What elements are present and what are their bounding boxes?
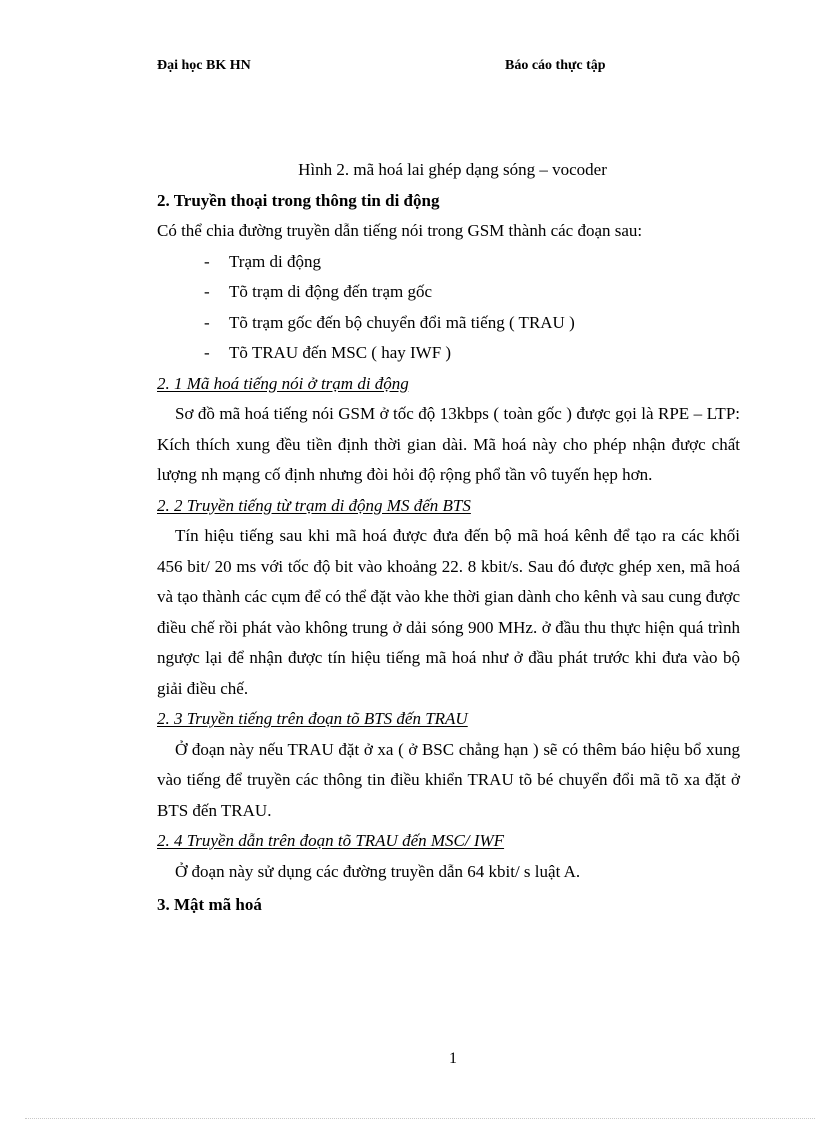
section-2-heading: 2. Truyền thoại trong thông tin di động bbox=[157, 190, 440, 210]
list-item bbox=[157, 308, 740, 339]
list-item bbox=[157, 338, 740, 369]
section-3-heading: 3. Mật mã hoá bbox=[157, 895, 262, 914]
header-university: Đại học BK HN bbox=[157, 58, 251, 73]
list-item-text: Tõ trạm gốc đến bộ chuyển đổi mã tiếng ( TRAU ) bbox=[229, 312, 575, 332]
segment-list bbox=[157, 247, 740, 369]
subsection-2-1-title: 2. 1 Mã hoá tiếng nói ở trạm di động bbox=[157, 373, 409, 393]
subsection-2-4-title: 2. 4 Truyền dẫn trên đoạn tõ TRAU đến MSC/ IWF bbox=[157, 831, 505, 850]
subsection-2-1-body: Sơ đồ mã hoá tiếng nói GSM ở tốc độ 13kbps ( toàn gốc ) được gọi là RPE – LTP: Kích thích xung đều tiền định thời gian dài. Mã hoá này cho phép nhận được chất lượng nh mạng cố định nhưng đòi hỏi độ rộng phổ tần vô tuyến hẹp hơn. bbox=[157, 404, 740, 484]
section-2-intro: Có thể chia đường truyền dẫn tiếng nói trong GSM thành các đoạn sau: bbox=[157, 221, 643, 240]
bullet-dash: - bbox=[204, 251, 210, 271]
list-item-text: Tõ TRAU đến MSC ( hay IWF ) bbox=[229, 343, 452, 362]
subsection-2-3-title: 2. 3 Truyền tiếng trên đoạn tõ BTS đến TRAU bbox=[157, 709, 468, 728]
page-content bbox=[157, 155, 740, 921]
bullet-dash: - bbox=[204, 282, 210, 301]
list-item bbox=[157, 277, 740, 308]
subsection-2-2-body: Tín hiệu tiếng sau khi mã hoá được đưa đến bộ mã hoá kênh để tạo ra các khối 456 bit/ 20 ms với tốc độ bit vào khoảng 22. 8 kbit/s. Sau đó được ghép xen, mã hoá và tạo thành các cụm để có thể đặt vào khe thời gian dành cho kênh và sau cung được điều chế rồi phát vào không trung ở dải sóng 900 MHz. ở đầu thu thực hiện quá trình ngược lại để nhận được tín hiệu tiếng mã hoá như ở đầu phát trước khi đưa vào bộ giải điều chế. bbox=[157, 526, 740, 698]
figure-caption: Hình 2. mã hoá lai ghép dạng sóng – vocoder bbox=[298, 160, 607, 179]
subsection-2-4-body: Ở đoạn này sử dụng các đường truyền dẫn 64 kbit/ s luật A. bbox=[175, 861, 581, 881]
subsection-2-3-body: Ở đoạn này nếu TRAU đặt ở xa ( ở BSC chẳng hạn ) sẽ có thêm báo hiệu bổ xung vào tiếng để truyền các thông tin điều khiển TRAU tõ bé chuyển đổi mã tõ xa đặt ở BTS đến TRAU. bbox=[157, 739, 740, 820]
header-report-title: Báo cáo thực tập bbox=[505, 58, 606, 73]
list-item-text: Tõ trạm di động đến trạm gốc bbox=[229, 282, 433, 301]
bullet-dash: - bbox=[204, 343, 210, 362]
list-item bbox=[157, 247, 740, 278]
subsection-2-2-title: 2. 2 Truyền tiếng từ trạm di động MS đến BTS bbox=[157, 495, 471, 515]
bullet-dash: - bbox=[204, 312, 210, 332]
footer-divider bbox=[25, 1118, 815, 1119]
list-item-text: Trạm di động bbox=[229, 251, 321, 271]
page-number: 1 bbox=[449, 1050, 457, 1067]
